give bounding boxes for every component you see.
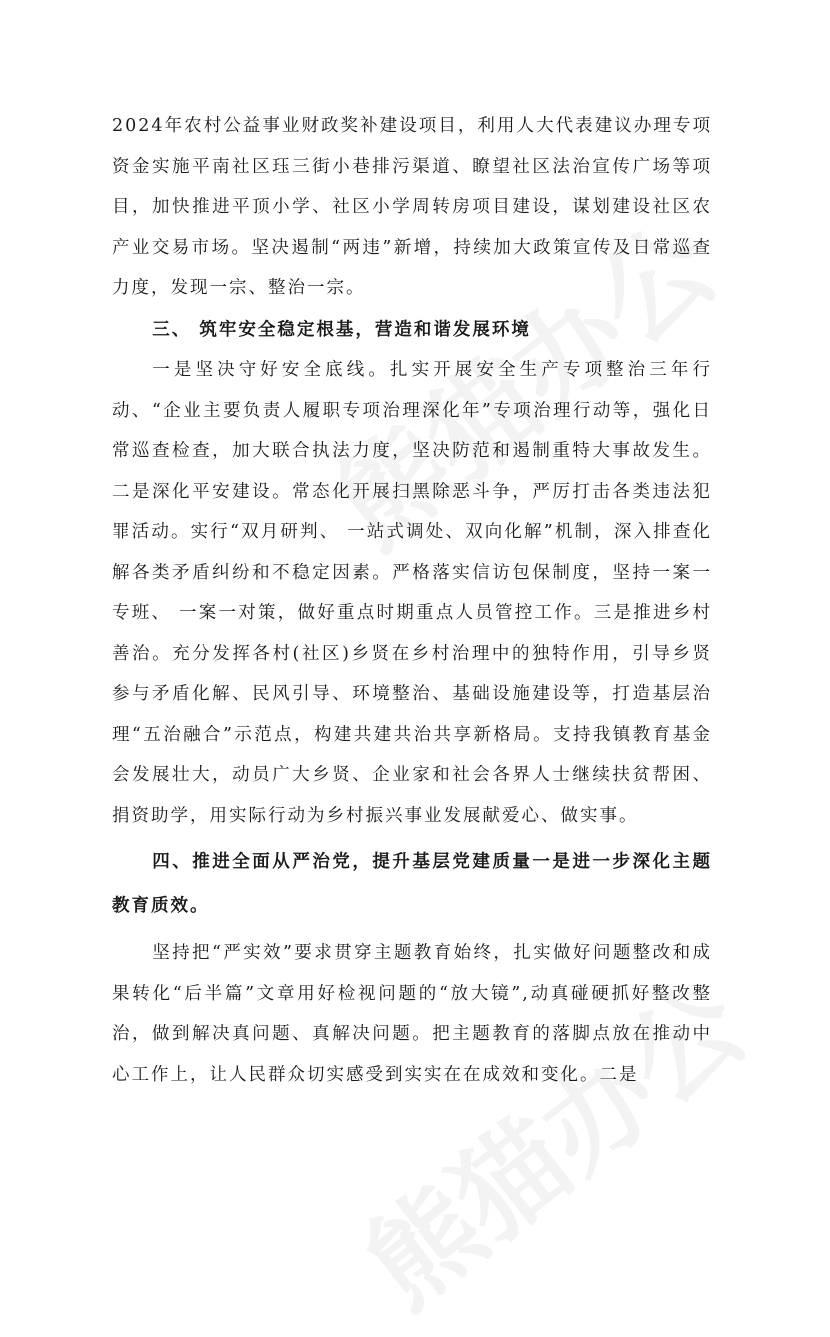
paragraph-theme-education: 坚持把“严实效”要求贯穿主题教育始终，扎实做好问题整改和成果转化“后半篇”文章用好检视问题的“放大镜”,动真碰硬抓好整改整治，做到解决真问题、真解决问题。把主题教育的落脚点放在推动中心工作上，让人民群众切实感受到实实在在成效和变化。二是: [112, 943, 712, 1085]
section-heading-four: 四、推进全面从严治党，提升基层党建质量一是进一步深化主题教育质效。: [112, 852, 712, 916]
document-body: [112, 106, 712, 1095]
paragraph-continuation: 2024年农村公益事业财政奖补建设项目，利用人大代表建议办理专项资金实施平南社区珏三街小巷排污渠道、瞭望社区法治宣传广场等项目，加快推进平顶小学、社区小学周转房项目建设，谋划建设社区农产业交易市场。坚决遏制“两违”新增，持续加大政策宣传及日常巡查力度，发现一宗、整治一宗。: [112, 116, 712, 298]
section-heading-three: 三、 筑牢安全稳定根基，营造和谐发展环境: [152, 319, 531, 340]
paragraph-safety-stability: 一是坚决守好安全底线。扎实开展安全生产专项整治三年行动、“企业主要负责人履职专项治理深化年”专项治理行动等，强化日常巡查检查，加大联合执法力度，坚决防范和遏制重特大事故发生。二是深化平安建设。常态化开展扫黑除恶斗争，严厉打击各类违法犯罪活动。实行“双月研判、 一站式调处、双向化解”机制，深入排查化解各类矛盾纠纷和不稳定因素。严格落实信访包保制度，坚持一案一专班、 一案一对策，做好重点时期重点人员管控工作。三是推进乡村善治。充分发挥各村(社区)乡贤在乡村治理中的独特作用，引导乡贤参与矛盾化解、民风引导、环境整治、基础设施建设等，打造基层治理“五治融合”示范点，构建共建共治共享新格局。支持我镇教育基金会发展壮大，动员广大乡贤、企业家和社会各界人士继续扶贫帮困、捐资助学，用实际行动为乡村振兴事业发展献爱心、做实事。: [112, 360, 712, 826]
